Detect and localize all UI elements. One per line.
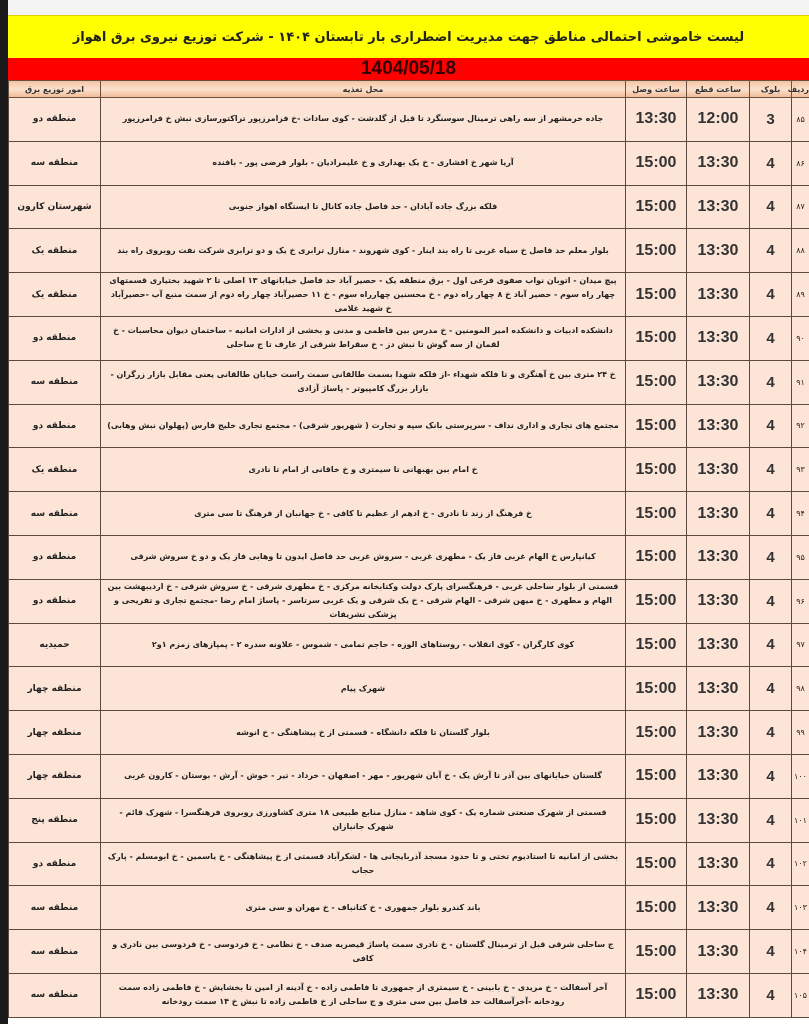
block-cell: 4	[750, 535, 792, 579]
location-cell: ج ساحلی شرقی قبل از ترمینال گلستان - خ نادری سمت پاساژ قیصریه صدف - خ نظامی - خ فردوسی - خ فردوسی بین نادری و کافی	[101, 930, 626, 974]
table-row	[9, 98, 809, 142]
district-cell: منطقه پنج	[9, 798, 101, 842]
connect-time-cell: 15:00	[626, 229, 687, 273]
block-cell: 4	[750, 754, 792, 798]
header-cut-time: ساعت قطع	[687, 81, 750, 98]
cut-time-cell: 13:30	[687, 448, 750, 492]
location-cell: قسمتی از شهرک صنعتی شماره یک - کوی شاهد - منازل منابع طبیعی ۱۸ متری کشاورزی روبروی فرهنگسرا - شهرک قائم - شهرک جانبازان	[101, 798, 626, 842]
row-number: ۱۰۳	[792, 886, 809, 930]
block-cell: 3	[750, 98, 792, 142]
district-cell: منطقه سه	[9, 973, 101, 1017]
district-cell: منطقه دو	[9, 579, 101, 623]
outage-table	[8, 80, 809, 1018]
location-cell: خ فرهنگ از زند تا نادری - خ ادهم از عظیم تا کافی - خ جهانبان از فرهنگ تا سی متری	[101, 492, 626, 536]
row-number: ۹۰	[792, 316, 809, 360]
cut-time-cell: 13:30	[687, 579, 750, 623]
block-cell: 4	[750, 492, 792, 536]
block-cell: 4	[750, 448, 792, 492]
date-banner: 1404/05/18	[8, 58, 809, 80]
connect-time-cell: 15:00	[626, 711, 687, 755]
table-row	[9, 667, 809, 711]
table-row	[9, 141, 809, 185]
header-radif: ردیف	[792, 81, 809, 98]
district-cell: منطقه سه	[9, 360, 101, 404]
block-cell: 4	[750, 360, 792, 404]
block-cell: 4	[750, 404, 792, 448]
cut-time-cell: 13:30	[687, 711, 750, 755]
table-row	[9, 185, 809, 229]
table-row	[9, 886, 809, 930]
table-row	[9, 930, 809, 974]
connect-time-cell: 15:00	[626, 886, 687, 930]
location-cell: باند کندرو بلوار جمهوری - خ کتانباف - خ مهران و سی متری	[101, 886, 626, 930]
location-cell: خ ۲۴ متری بین خ آهنگری و تا فلکه شهداء -از فلکه شهدا بسمت طالقانی سمت راست خیابان طالقانی یعنی مقابل بازار زرگران - بازار بزرگ کامپیوتر - پاساژ آزادی	[101, 360, 626, 404]
connect-time-cell: 15:00	[626, 404, 687, 448]
location-cell: خ امام بین بهبهانی تا سیمتری و خ خاقانی از امام تا نادری	[101, 448, 626, 492]
table-row	[9, 492, 809, 536]
table-row	[9, 229, 809, 273]
row-number: ۹۵	[792, 535, 809, 579]
location-cell: فلکه بزرگ جاده آبادان - حد فاصل جاده کانال تا ایستگاه اهواز جنوبی	[101, 185, 626, 229]
left-edge	[0, 0, 8, 1024]
location-cell: مجتمع های تجاری و اداری نداف - سرپرستی بانک سپه و تجارت ( شهریور شرقی) - مجتمع تجاری خلیج فارس (پهلوان نبش وهابی)	[101, 404, 626, 448]
connect-time-cell: 15:00	[626, 842, 687, 886]
block-cell: 4	[750, 930, 792, 974]
connect-time-cell: 15:00	[626, 973, 687, 1017]
district-cell: منطقه یک	[9, 229, 101, 273]
block-cell: 4	[750, 579, 792, 623]
connect-time-cell: 15:00	[626, 754, 687, 798]
cut-time-cell: 13:30	[687, 754, 750, 798]
connect-time-cell: 15:00	[626, 316, 687, 360]
header-block: بلوک	[750, 81, 792, 98]
block-cell: 4	[750, 229, 792, 273]
row-number: ۹۳	[792, 448, 809, 492]
cut-time-cell: 13:30	[687, 535, 750, 579]
connect-time-cell: 15:00	[626, 448, 687, 492]
row-number: ۱۰۲	[792, 842, 809, 886]
row-number: ۱۰۰	[792, 754, 809, 798]
cut-time-cell: 13:30	[687, 316, 750, 360]
district-cell: شهرستان کارون	[9, 185, 101, 229]
block-cell: 4	[750, 711, 792, 755]
connect-time-cell: 15:00	[626, 798, 687, 842]
row-number: ۹۴	[792, 492, 809, 536]
row-number: ۱۰۱	[792, 798, 809, 842]
block-cell: 4	[750, 185, 792, 229]
connect-time-cell: 15:00	[626, 535, 687, 579]
location-cell: دانشکده ادبیات و دانشکده امیر المومنین - خ مدرس بین فاطمی و مدنی و بخشی از ادارات امانیه - ساختمان دیوان محاسبات - خ لقمان از سه گوش تا نبش دز - خ سقراط شرقی از عارف تا ج ساحلی	[101, 316, 626, 360]
row-number: ۹۸	[792, 667, 809, 711]
location-cell: شهرک پیام	[101, 667, 626, 711]
cut-time-cell: 13:30	[687, 185, 750, 229]
district-cell: منطقه چهار	[9, 711, 101, 755]
connect-time-cell: 15:00	[626, 141, 687, 185]
table-row	[9, 579, 809, 623]
table-row	[9, 798, 809, 842]
table-row	[9, 404, 809, 448]
district-cell: منطقه سه	[9, 141, 101, 185]
table-row	[9, 360, 809, 404]
row-number: ۹۶	[792, 579, 809, 623]
block-cell: 4	[750, 798, 792, 842]
cut-time-cell: 13:30	[687, 141, 750, 185]
row-number: ۹۱	[792, 360, 809, 404]
district-cell: منطقه سه	[9, 492, 101, 536]
page-title: لیست خاموشی احتمالی مناطق جهت مدیریت اضطراری بار تابستان ۱۴۰۴ - شرکت توزیع نیروی برق اهواز	[8, 15, 809, 58]
table-row	[9, 535, 809, 579]
block-cell: 4	[750, 973, 792, 1017]
location-cell: پیچ میدان - اتوبان نواب صفوی فرعی اول - برق منطقه یک - حصیر آباد حد فاصل خیابانهای ۱۳ اصلی تا ۲ شهید بختیاری قسمتهای چهار راه سوم - حصیر آباد خ ۸ چهار راه دوم - خ محسنین چهارراه سوم - خ ۱۱ حصیرآباد چهار راه دوم از سمت منبع آب -حصیرآباد خ شهید غلامی	[101, 273, 626, 317]
district-cell: منطقه دو	[9, 404, 101, 448]
connect-time-cell: 15:00	[626, 930, 687, 974]
district-cell: منطقه سه	[9, 886, 101, 930]
connect-time-cell: 15:00	[626, 579, 687, 623]
table-row	[9, 623, 809, 667]
district-cell: منطقه یک	[9, 448, 101, 492]
connect-time-cell: 15:00	[626, 623, 687, 667]
cut-time-cell: 13:30	[687, 360, 750, 404]
block-cell: 4	[750, 623, 792, 667]
table-row	[9, 711, 809, 755]
location-cell: جاده خرمشهر از سه راهی ترمینال سوسنگرد تا قبل از گلدشت - کوی سادات -خ فرامرزپور تراکتورسازی نبش خ فرامرزپور	[101, 98, 626, 142]
row-number: ۱۰۴	[792, 930, 809, 974]
connect-time-cell: 13:30	[626, 98, 687, 142]
table-row	[9, 273, 809, 317]
location-cell: قسمتی از بلوار ساحلی غربی - فرهنگسرای پارک دولت وکتابخانه مرکزی - خ مطهری شرقی - خ سروش شرقی - خ اردیبهشت بین الهام و مطهری - خ میهن شرقی - الهام شرقی - خ یک شرقی و یک غربی سرتاسر - پاساژ امام رضا -مجتمع تجاری و تفریحی و پزشکی تشریفات	[101, 579, 626, 623]
top-strip	[8, 0, 809, 15]
cut-time-cell: 13:30	[687, 973, 750, 1017]
district-cell: منطقه چهار	[9, 667, 101, 711]
row-number: ۹۷	[792, 623, 809, 667]
connect-time-cell: 15:00	[626, 273, 687, 317]
row-number: ۸۹	[792, 273, 809, 317]
row-number: ۱۰۵	[792, 973, 809, 1017]
table-row	[9, 754, 809, 798]
header-connect-time: ساعت وصل	[626, 81, 687, 98]
row-number: ۸۸	[792, 229, 809, 273]
district-cell: منطقه دو	[9, 98, 101, 142]
cut-time-cell: 13:30	[687, 404, 750, 448]
block-cell: 4	[750, 273, 792, 317]
district-cell: منطقه یک	[9, 273, 101, 317]
cut-time-cell: 13:30	[687, 623, 750, 667]
cut-time-cell: 13:30	[687, 930, 750, 974]
district-cell: منطقه دو	[9, 316, 101, 360]
connect-time-cell: 15:00	[626, 492, 687, 536]
table-header	[9, 81, 809, 98]
location-cell: کیانپارس خ الهام غربی فاز یک - مطهری غربی - سروش غربی حد فاصل ایدون تا وهابی فاز یک و دو خ سروش شرقی	[101, 535, 626, 579]
district-cell: منطقه دو	[9, 535, 101, 579]
location-cell: آریا شهر خ افشاری - خ یک بهداری و خ علیمرادیان - بلوار فرضی پور - بافنده	[101, 141, 626, 185]
table-row	[9, 842, 809, 886]
table-row	[9, 448, 809, 492]
location-cell: کوی کارگران - کوی انقلاب - روستاهای الوزه - حاجم تمامی - شموس - علاونه سدره ۲ - پمپازهای زمزم ۱و۲	[101, 623, 626, 667]
row-number: ۹۹	[792, 711, 809, 755]
block-cell: 4	[750, 141, 792, 185]
connect-time-cell: 15:00	[626, 667, 687, 711]
cut-time-cell: 13:30	[687, 842, 750, 886]
district-cell: منطقه سه	[9, 930, 101, 974]
cut-time-cell: 13:30	[687, 886, 750, 930]
row-number: ۸۶	[792, 141, 809, 185]
cut-time-cell: 13:30	[687, 492, 750, 536]
district-cell: حمیدیه	[9, 623, 101, 667]
district-cell: منطقه دو	[9, 842, 101, 886]
row-number: ۸۵	[792, 98, 809, 142]
location-cell: آخر آسفالت - خ مریدی - خ بابینی - خ سیمتری از جمهوری تا فاطمی زاده - خ آدینه از امین تا بخشایش - خ فاطمی زاده سمت رودخانه -آخرآسفالت حد فاصل بین سی متری و ج ساحلی از خ فاطمی زاده تا نبش خ ۱۴ سمت رودخانه	[101, 973, 626, 1017]
cut-time-cell: 13:30	[687, 667, 750, 711]
table-row	[9, 316, 809, 360]
cut-time-cell: 13:30	[687, 229, 750, 273]
block-cell: 4	[750, 667, 792, 711]
row-number: ۹۲	[792, 404, 809, 448]
location-cell: بلوار گلستان تا فلکه دانشگاه - قسمتی از خ پیشاهنگی - خ انوشه	[101, 711, 626, 755]
cut-time-cell: 13:30	[687, 798, 750, 842]
table-row	[9, 973, 809, 1017]
cut-time-cell: 12:00	[687, 98, 750, 142]
block-cell: 4	[750, 842, 792, 886]
header-location: محل تغذیه	[101, 81, 626, 98]
location-cell: گلستان خیابانهای بین آذر تا آرش یک - خ آبان شهریور - مهر - اصفهان - خرداد - تیر - خوش - آرش - بوستان - کارون غربی	[101, 754, 626, 798]
location-cell: بخشی از امانیه تا استادیوم تختی و تا حدود مسجد آذربایجانی ها - لشکرآباد قسمتی از خ پیشاهنگی - خ یاسمین - خ ابومسلم - پارک حجاب	[101, 842, 626, 886]
row-number: ۸۷	[792, 185, 809, 229]
connect-time-cell: 15:00	[626, 185, 687, 229]
location-cell: بلوار معلم حد فاصل خ سیاه غربی تا راه بند اینار - کوی شهروند - منازل ترابری خ یک و دو ترابری شرکت نفت روبروی راه بند	[101, 229, 626, 273]
header-district: امور توزیع برق	[9, 81, 101, 98]
cut-time-cell: 13:30	[687, 273, 750, 317]
block-cell: 4	[750, 886, 792, 930]
district-cell: منطقه چهار	[9, 754, 101, 798]
connect-time-cell: 15:00	[626, 360, 687, 404]
block-cell: 4	[750, 316, 792, 360]
